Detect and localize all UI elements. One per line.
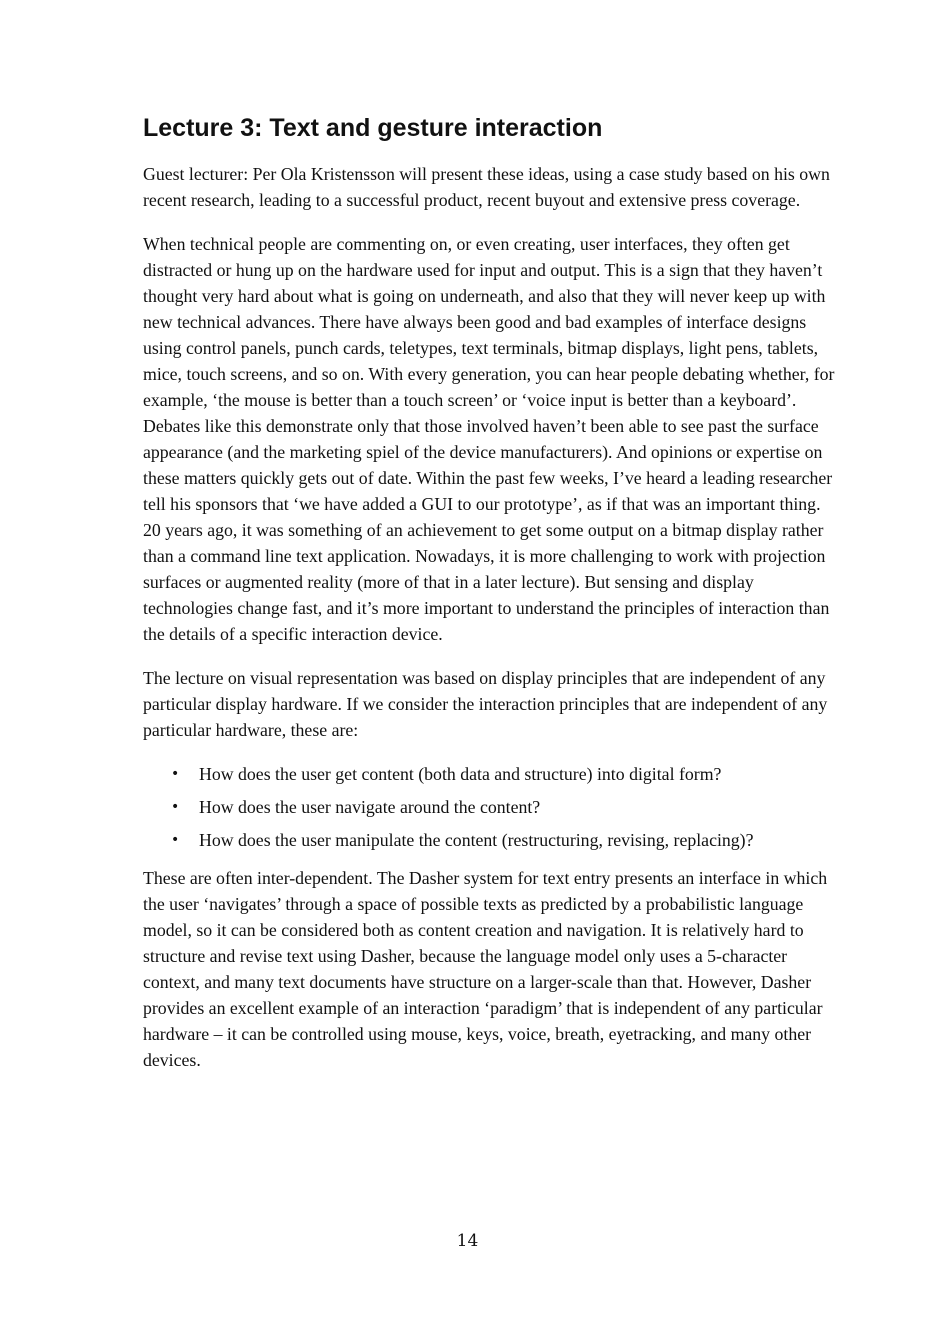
lecture-title: Lecture 3: Text and gesture interaction	[143, 114, 603, 142]
list-item-text: How does the user manipulate the content (restructuring, revising, replacing)?	[199, 830, 754, 850]
page-content	[143, 112, 839, 1091]
list-item-text: How does the user get content (both data and structure) into digital form?	[199, 764, 722, 784]
dasher-paragraph: These are often inter-dependent. The Dasher system for text entry presents an interface in which the user ‘navigates’ through a space of possible texts as predicted by a probabilistic language model, so it can be considered both as content creation and navigation. It is relatively hard to structure and revise text using Dasher, because the language model only uses a 5-character context, and many text documents have structure on a larger-scale than that. However, Dasher provides an excellent example of an interaction ‘paradigm’ that is independent of any particular hardware – it can be controlled using mouse, keys, voice, breath, eyetracking, and many other devices.	[143, 868, 828, 1070]
principles-paragraph: The lecture on visual representation was based on display principles that are independent of any particular display hardware. If we consider the interaction principles that are independent of any particular hardware, these are:	[143, 668, 828, 740]
principles-list	[143, 761, 839, 853]
intro-paragraph: Guest lecturer: Per Ola Kristensson will present these ideas, using a case study based on his own recent research, leading to a successful product, recent buyout and extensive press coverage.	[143, 164, 830, 210]
list-item	[143, 794, 839, 820]
list-item	[143, 827, 839, 853]
bullet-icon: •	[171, 799, 180, 815]
hardware-paragraph: When technical people are commenting on, or even creating, user interfaces, they often get distracted or hung up on the hardware used for input and output. This is a sign that they haven’t thought very hard about what is going on underneath, and also that they will never keep up with new technical advances. There have always been good and bad examples of interface designs using control panels, punch cards, teletypes, text terminals, bitmap displays, light pens, tablets, mice, touch screens, and so on. With every generation, you can hear people debating whether, for example, ‘the mouse is better than a touch screen’ or ‘voice input is better than a keyboard’. Debates like this demonstrate only that those involved haven’t been able to see past the surface appearance (and the marketing spiel of the device manufacturers). And opinions or expertise on these matters quickly gets out of date. Within the past few weeks, I’ve heard a leading researcher tell his sponsors that ‘we have added a GUI to our prototype’, as if that was an important thing. 20 years ago, it was something of an achievement to get some output on a bitmap display rather than a command line text application. Nowadays, it is more challenging to work with projection surfaces or augmented reality (more of that in a later lecture). But sensing and display technologies change fast, and it’s more important to understand the principles of interaction than the details of a specific interaction device.	[143, 234, 835, 644]
list-item	[143, 761, 839, 787]
list-item-text: How does the user navigate around the content?	[199, 797, 541, 817]
page-number: 14	[456, 1231, 479, 1251]
bullet-icon: •	[171, 766, 180, 782]
bullet-icon: •	[171, 832, 180, 848]
